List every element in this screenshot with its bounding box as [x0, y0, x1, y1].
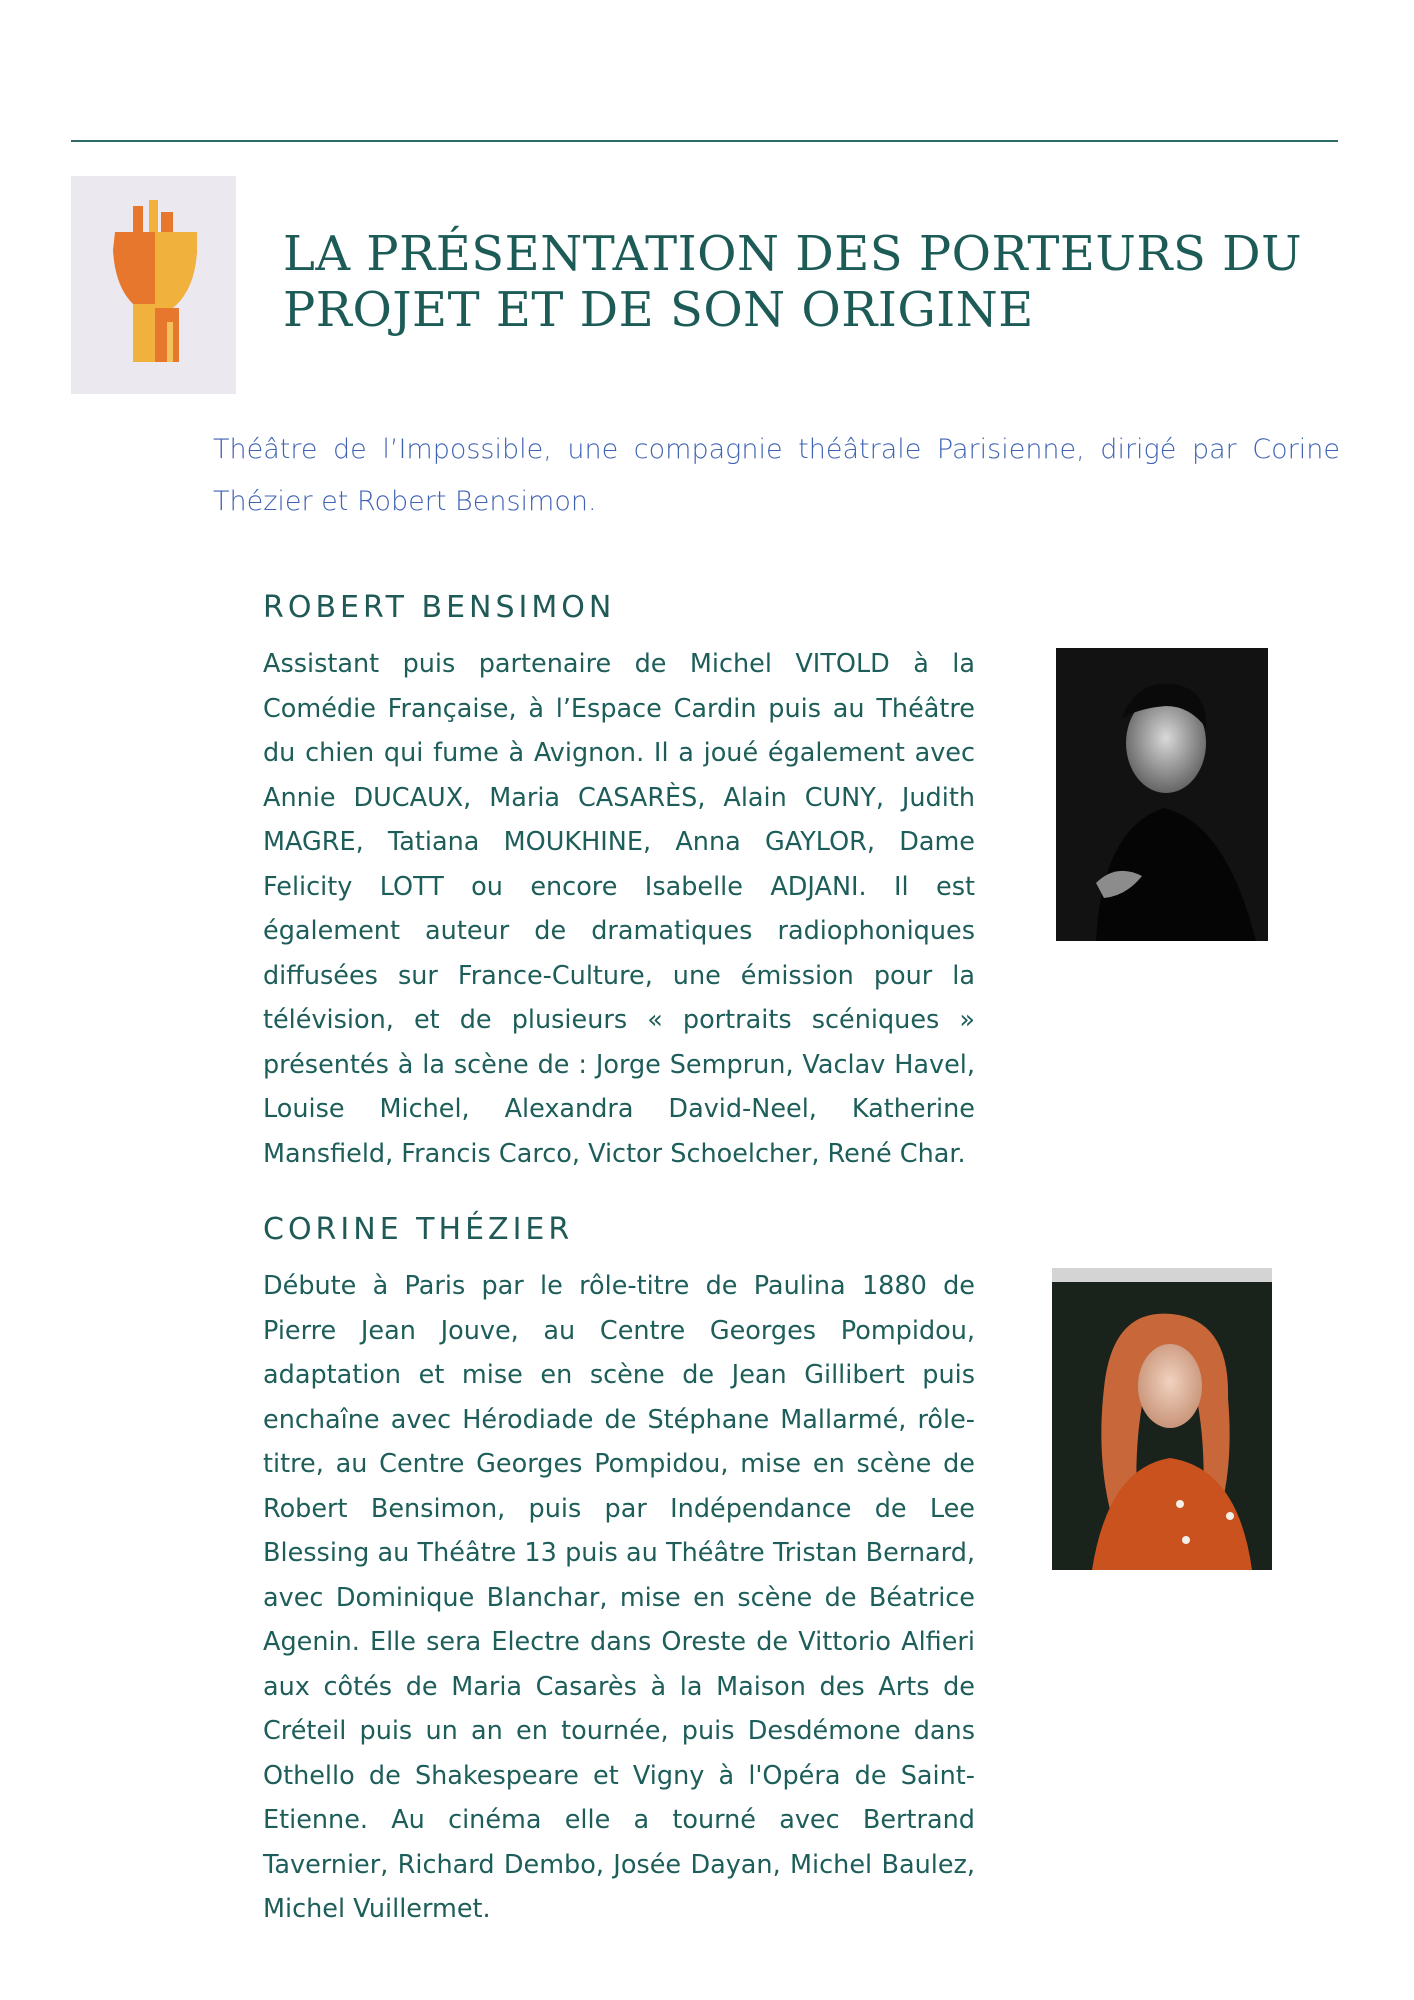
- section-heading-robert-bensimon: ROBERT BENSIMON: [263, 590, 616, 625]
- bio-robert-bensimon: Assistant puis partenaire de Michel VITOLD à la Comédie Française, à l’Espace Cardin puis au Théâtre du chien qui fume à Avignon. Il a joué également avec Annie DUCAUX, Maria CASARÈS, Alain CUNY, Judith MAGRE, Tatiana MOUKHINE, Anna GAYLOR, Dame Felicity LOTT ou encore Isabelle ADJANI. Il est également auteur de dramatiques radiophoniques diffusées sur France-Culture, une émission pour la télévision, et de plusieurs « portraits scéniques » présentés à la scène de : Jorge Semprun, Vaclav Havel, Louise Michel, Alexandra David-Neel, Katherine Mansfield, Francis Carco, Victor Schoelcher, René Char.: [263, 649, 975, 1169]
- bio-corine-thezier: Débute à Paris par le rôle-titre de Paulina 1880 de Pierre Jean Jouve, au Centre Georges Pompidou, adaptation et mise en scène de Jean Gillibert puis enchaîne avec Hérodiade de Stéphane Mallarmé, rôle-titre, au Centre Georges Pompidou, mise en scène de Robert Bensimon, puis par Indépendance de Lee Blessing au Théâtre 13 puis au Théâtre Tristan Bernard, avec Dominique Blanchar, mise en scène de Béatrice Agenin. Elle sera Electre dans Oreste de Vittorio Alfieri aux côtés de Maria Casarès à la Maison des Arts de Créteil puis un an en tournée, puis Desdémone dans Othello de Shakespeare et Vigny à l'Opéra de Saint-Etienne. Au cinéma elle a tourné avec Bertrand Tavernier, Richard Dembo, Josée Dayan, Michel Baulez, Michel Vuillermet.: [263, 1271, 975, 1924]
- intro-paragraph: Théâtre de l’Impossible, une compagnie théâtrale Parisienne, dirigé par Corine Thézier et Robert Bensimon.: [213, 434, 1340, 517]
- portrait-photo-icon: [1052, 1268, 1272, 1570]
- page-title: LA PRÉSENTATION DES PORTEURS DU PROJET ET DE SON ORIGINE: [283, 226, 1303, 338]
- vase-logo-icon: [71, 176, 236, 394]
- top-divider: [71, 140, 1338, 142]
- portrait-photo-icon: [1056, 648, 1268, 941]
- section-heading-corine-thezier: CORINE THÉZIER: [263, 1212, 574, 1247]
- company-logo: [71, 176, 236, 394]
- photo-corine-thezier: [1052, 1268, 1272, 1570]
- photo-robert-bensimon: [1056, 648, 1268, 941]
